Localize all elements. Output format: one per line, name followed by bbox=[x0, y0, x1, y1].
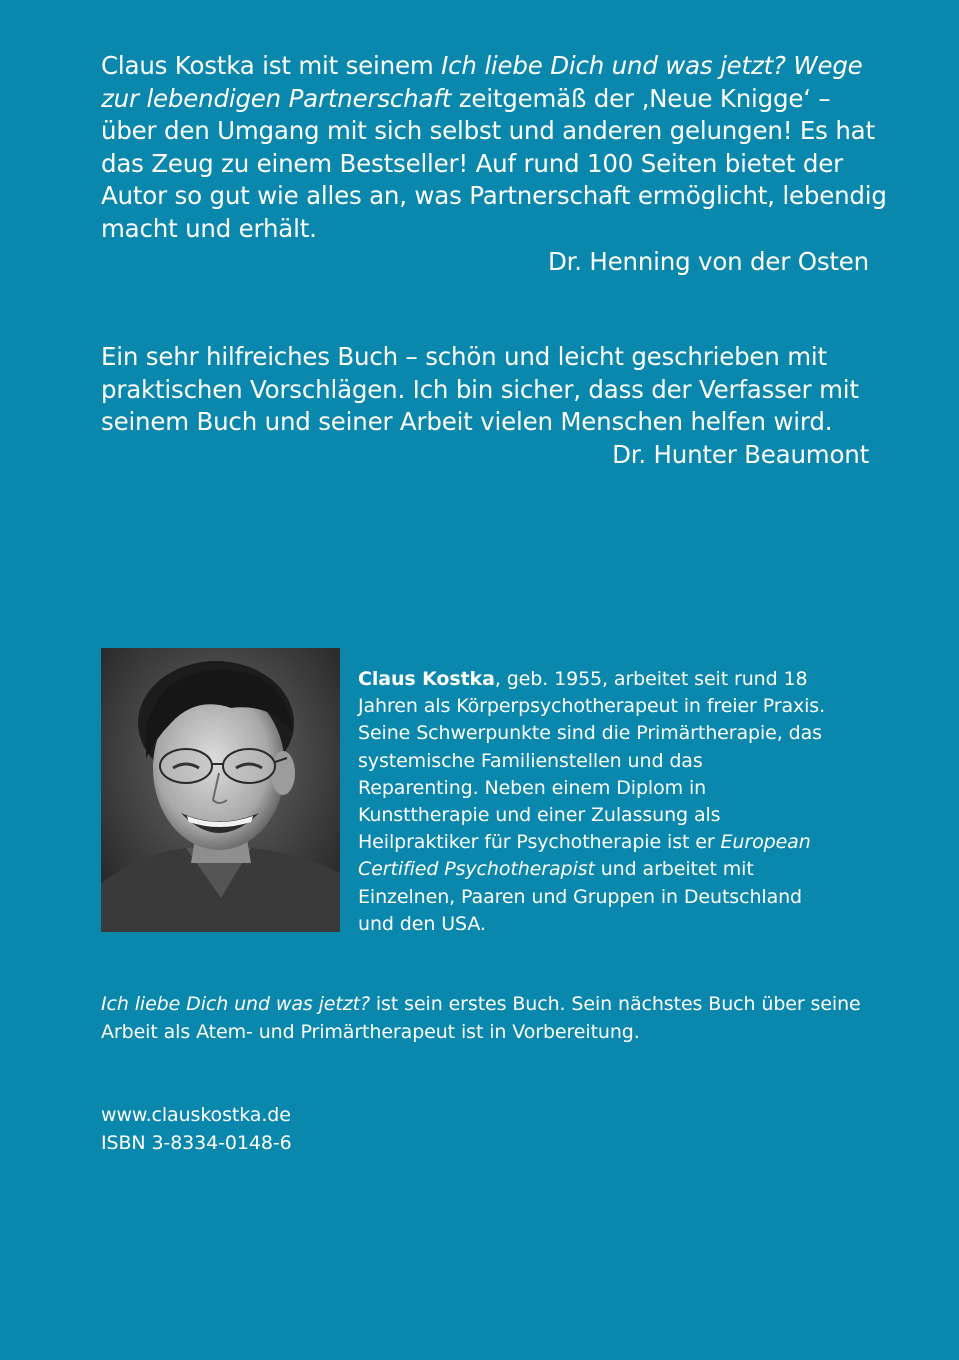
quote-henning bbox=[101, 50, 891, 278]
website-link[interactable]: www.clauskostka.de bbox=[101, 1104, 291, 1126]
quote-henning-intro: Claus Kostka ist mit seinem bbox=[101, 51, 442, 80]
quote-beaumont-author: Dr. Hunter Beaumont bbox=[612, 439, 869, 469]
isbn-number: ISBN 3-8334-0148-6 bbox=[101, 1132, 292, 1154]
author-photo bbox=[101, 648, 340, 932]
author-bio-part2: und arbeitet mit Einzelnen, Paaren und Gruppen in Deutschland und den USA. bbox=[358, 858, 803, 935]
quote-henning-text bbox=[101, 50, 891, 246]
book-title-italic: Ich liebe Dich und was jetzt? Wege zur lebendigen Partnerschaft bbox=[101, 51, 863, 113]
quote-beaumont-text: Ein sehr hilfreiches Buch – schön und leicht geschrieben mit praktischen Vorschlägen. Ich bin sicher, dass der Verfasser mit seinem Buch und seiner Arbeit vielen Menschen helfen wird. bbox=[101, 342, 859, 437]
quote-beaumont bbox=[101, 341, 891, 471]
quote-henning-author: Dr. Henning von der Osten bbox=[547, 246, 869, 276]
contact-info bbox=[101, 1101, 501, 1157]
author-name: Claus Kostka bbox=[358, 668, 495, 690]
author-bio-text bbox=[358, 666, 828, 938]
author-bio-part1: , geb. 1955, arbeitet seit rund 18 Jahren als Körperpsychotherapeut in freier Praxis. Seine Schwerpunkte sind die Primärtherapie, das systemische Familienstellen und das Reparenting. Neben einem Diplom in Kunsttherapie und einer Zulassung als Heilpraktiker für Psychotherapie ist er bbox=[358, 668, 826, 854]
author-certification: European Certified Psychotherapist bbox=[358, 831, 811, 881]
closing-note-text bbox=[101, 990, 891, 1046]
author-bio bbox=[358, 666, 828, 938]
quote-henning-body: zeitgemäß der ‚Neue Knigge‘ – über den Umgang mit sich selbst und anderen gelungen! Es hat das Zeug zu einem Bestseller! Auf rund 100 Seiten bietet der Autor so gut wie alles an, was Partnerschaft ermöglicht, lebendig macht und erhält. bbox=[101, 83, 887, 243]
closing-book-title: Ich liebe Dich und was jetzt? bbox=[101, 993, 370, 1015]
closing-body: ist sein erstes Buch. Sein nächstes Buch über seine Arbeit als Atem- und Primärtherapeut ist in Vorbereitung. bbox=[101, 993, 861, 1043]
closing-note bbox=[101, 990, 891, 1046]
